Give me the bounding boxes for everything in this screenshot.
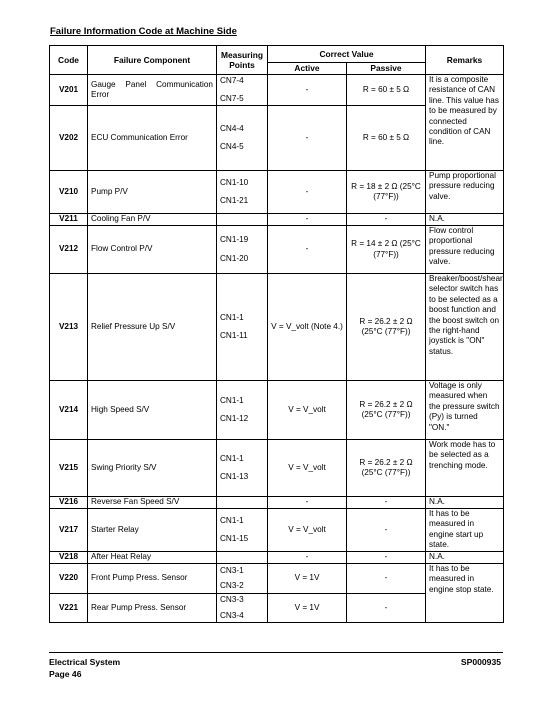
table-row bbox=[50, 75, 504, 106]
active-cell: - bbox=[268, 497, 347, 509]
passive-cell: R = 26.2 ± 2 Ω (25°C (77°F)) bbox=[347, 440, 426, 497]
active-cell: - bbox=[268, 552, 347, 564]
component-cell: Swing Priority S/V bbox=[88, 440, 217, 497]
remarks-cell: Voltage is only measured when the pressure switch (Py) is turned "ON." bbox=[426, 381, 504, 440]
table-row bbox=[50, 509, 504, 552]
component-cell: Cooling Fan P/V bbox=[88, 214, 217, 226]
passive-cell: R = 60 ± 5 Ω bbox=[347, 75, 426, 106]
table-row bbox=[50, 381, 504, 440]
footer-divider bbox=[49, 652, 503, 653]
code-cell: V213 bbox=[50, 274, 88, 381]
active-cell: V = 1V bbox=[268, 564, 347, 594]
measuring-points-cell: CN7-4 CN7-5 bbox=[217, 75, 268, 106]
active-cell: V = V_volt bbox=[268, 440, 347, 497]
measuring-points-cell: CN1-1 CN1-11 bbox=[217, 274, 268, 381]
component-cell: Starter Relay bbox=[88, 509, 217, 552]
active-cell: - bbox=[268, 214, 347, 226]
measuring-points-cell: CN4-4 CN4-5 bbox=[217, 106, 268, 171]
footer-section: Electrical System bbox=[49, 657, 121, 667]
header-remarks: Remarks bbox=[426, 46, 504, 75]
code-cell: V220 bbox=[50, 564, 88, 594]
measuring-points-cell: CN3-1 CN3-2 bbox=[217, 564, 268, 594]
passive-cell: - bbox=[347, 594, 426, 623]
passive-cell: - bbox=[347, 564, 426, 594]
passive-cell: - bbox=[347, 552, 426, 564]
header-measuring-points: Measuring Points bbox=[217, 46, 268, 75]
active-cell: - bbox=[268, 106, 347, 171]
measuring-points-cell: CN1-10 CN1-21 bbox=[217, 171, 268, 214]
code-cell: V214 bbox=[50, 381, 88, 440]
measuring-points-cell: CN1-1 CN1-15 bbox=[217, 509, 268, 552]
measuring-points-cell: CN1-1 CN1-13 bbox=[217, 440, 268, 497]
table-row bbox=[50, 171, 504, 214]
component-cell: Pump P/V bbox=[88, 171, 217, 214]
remarks-cell: It has to be measured in engine start up state. bbox=[426, 509, 504, 552]
remarks-cell: N.A. bbox=[426, 214, 504, 226]
remarks-cell: N.A. bbox=[426, 552, 504, 564]
active-cell: V = V_volt bbox=[268, 381, 347, 440]
component-cell: Reverse Fan Speed S/V bbox=[88, 497, 217, 509]
active-cell: V = 1V bbox=[268, 594, 347, 623]
passive-cell: R = 26.2 ± 2 Ω (25°C (77°F)) bbox=[347, 381, 426, 440]
passive-cell: R = 60 ± 5 Ω bbox=[347, 106, 426, 171]
measuring-points-cell bbox=[217, 214, 268, 226]
table-row bbox=[50, 497, 504, 509]
passive-cell: - bbox=[347, 509, 426, 552]
component-cell: Front Pump Press. Sensor bbox=[88, 564, 217, 594]
active-cell: - bbox=[268, 226, 347, 274]
measuring-points-cell: CN3-3 CN3-4 bbox=[217, 594, 268, 623]
failure-code-table bbox=[49, 45, 504, 623]
measuring-points-cell: CN1-19 CN1-20 bbox=[217, 226, 268, 274]
header-passive: Passive bbox=[347, 63, 426, 75]
component-cell: Gauge Panel Communication Error bbox=[88, 75, 217, 106]
code-cell: V201 bbox=[50, 75, 88, 106]
header-correct-value: Correct Value bbox=[268, 46, 426, 63]
code-cell: V212 bbox=[50, 226, 88, 274]
passive-cell: R = 14 ± 2 Ω (25°C (77°F)) bbox=[347, 226, 426, 274]
active-cell: - bbox=[268, 75, 347, 106]
code-cell: V211 bbox=[50, 214, 88, 226]
table-row bbox=[50, 440, 504, 497]
active-cell: V = V_volt bbox=[268, 509, 347, 552]
code-cell: V202 bbox=[50, 106, 88, 171]
code-cell: V221 bbox=[50, 594, 88, 623]
remarks-cell: It is a composite resistance of CAN line. This value has to be measured by connected condition of CAN line. bbox=[426, 75, 504, 171]
table-row bbox=[50, 274, 504, 381]
code-cell: V218 bbox=[50, 552, 88, 564]
header-active: Active bbox=[268, 63, 347, 75]
remarks-cell: It has to be measured in engine stop state. bbox=[426, 564, 504, 623]
remarks-cell: Flow control proportional pressure reducing valve. bbox=[426, 226, 504, 274]
page-title: Failure Information Code at Machine Side bbox=[50, 26, 237, 37]
active-cell: - bbox=[268, 171, 347, 214]
passive-cell: R = 26.2 ± 2 Ω (25°C (77°F)) bbox=[347, 274, 426, 381]
measuring-points-cell: CN1-1 CN1-12 bbox=[217, 381, 268, 440]
code-cell: V217 bbox=[50, 509, 88, 552]
remarks-cell: N.A. bbox=[426, 497, 504, 509]
component-cell: Relief Pressure Up S/V bbox=[88, 274, 217, 381]
remarks-cell: Breaker/boost/shear selector switch has to be selected as a boost function and the boost switch on the right-hand joystick is "ON" status. bbox=[426, 274, 504, 381]
remarks-cell: Work mode has to be selected as a trenching mode. bbox=[426, 440, 504, 497]
measuring-points-cell bbox=[217, 497, 268, 509]
table-row bbox=[50, 552, 504, 564]
header-component: Failure Component bbox=[88, 46, 217, 75]
footer-doc-id: SP000935 bbox=[460, 657, 501, 667]
header-code: Code bbox=[50, 46, 88, 75]
measuring-points-cell bbox=[217, 552, 268, 564]
code-cell: V215 bbox=[50, 440, 88, 497]
remarks-cell: Pump proportional pressure reducing valve. bbox=[426, 171, 504, 214]
table-row bbox=[50, 564, 504, 594]
code-cell: V216 bbox=[50, 497, 88, 509]
passive-cell: - bbox=[347, 214, 426, 226]
table-row bbox=[50, 226, 504, 274]
component-cell: High Speed S/V bbox=[88, 381, 217, 440]
footer-page-number: Page 46 bbox=[49, 668, 82, 679]
footer-left bbox=[49, 657, 120, 680]
passive-cell: - bbox=[347, 497, 426, 509]
table-row bbox=[50, 214, 504, 226]
component-cell: After Heat Relay bbox=[88, 552, 217, 564]
passive-cell: R = 18 ± 2 Ω (25°C (77°F)) bbox=[347, 171, 426, 214]
component-cell: Flow Control P/V bbox=[88, 226, 217, 274]
component-cell: ECU Communication Error bbox=[88, 106, 217, 171]
active-cell: V = V_volt (Note 4.) bbox=[268, 274, 347, 381]
code-cell: V210 bbox=[50, 171, 88, 214]
component-cell: Rear Pump Press. Sensor bbox=[88, 594, 217, 623]
